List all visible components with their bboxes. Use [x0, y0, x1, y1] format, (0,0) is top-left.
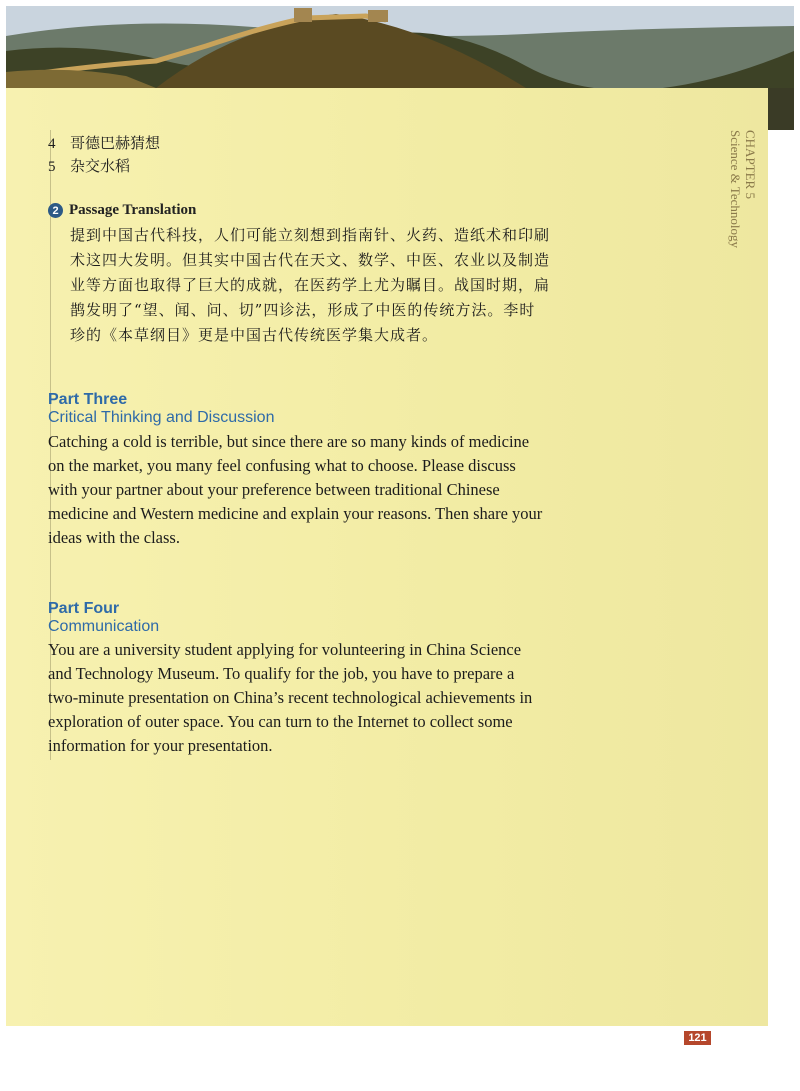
passage-heading-text: Passage Translation — [69, 202, 197, 218]
item-text: 杂交水稻 — [70, 159, 131, 175]
part-four-label: Part Four — [48, 600, 120, 617]
item-number: 4 — [48, 136, 56, 152]
passage-heading — [48, 202, 196, 219]
chapter-subtitle: Science & Technology — [728, 130, 743, 248]
list-item — [48, 155, 130, 176]
part-four-heading — [48, 600, 159, 636]
part-three-heading — [48, 391, 274, 427]
item-number: 5 — [48, 159, 56, 175]
item-text: 哥德巴赫猜想 — [70, 136, 161, 152]
part-four-subtitle: Communication — [48, 618, 160, 635]
banner-edge-strip — [768, 88, 794, 130]
great-wall-illustration — [6, 6, 794, 88]
part-three-body: Catching a cold is terrible, but since there are so many kinds of medicine on the market, you many feel confusing what to choose. Please discuss with your partner about your preference between traditional Chinese medicine and Western medicine and explain your reasons. Then share your ideas with the class. — [48, 432, 543, 547]
part-three-label: Part Three — [48, 391, 128, 408]
passage-text: 提到中国古代科技，人们可能立刻想到指南针、火药、造纸术和印刷术这四大发明。但其实中国古代在天文、数学、中医、农业以及制造业等方面也取得了巨大的成就，在医药学上尤为瞩目。战国时期，扁鹊发明了“望、闻、问、切”四诊法，形成了中医的传统方法。李时珍的《本草纲目》更是中国古代传统医学集大成者。 — [70, 226, 551, 344]
chapter-tab — [728, 130, 758, 248]
great-wall-banner-image — [6, 6, 794, 88]
part-four-body: You are a university student applying for volunteering in China Science and Technology Museum. To qualify for the job, you have to prepare a two-minute presentation on China’s recent technological achievements in exploration of outer space. You can turn to the Internet to collect some information for your presentation. — [48, 640, 533, 755]
list-item — [48, 132, 160, 153]
section-number-badge: 2 — [48, 203, 63, 218]
page-number: 121 — [684, 1031, 711, 1045]
chapter-label: CHAPTER 5 — [743, 130, 758, 199]
part-three-subtitle: Critical Thinking and Discussion — [48, 409, 275, 426]
